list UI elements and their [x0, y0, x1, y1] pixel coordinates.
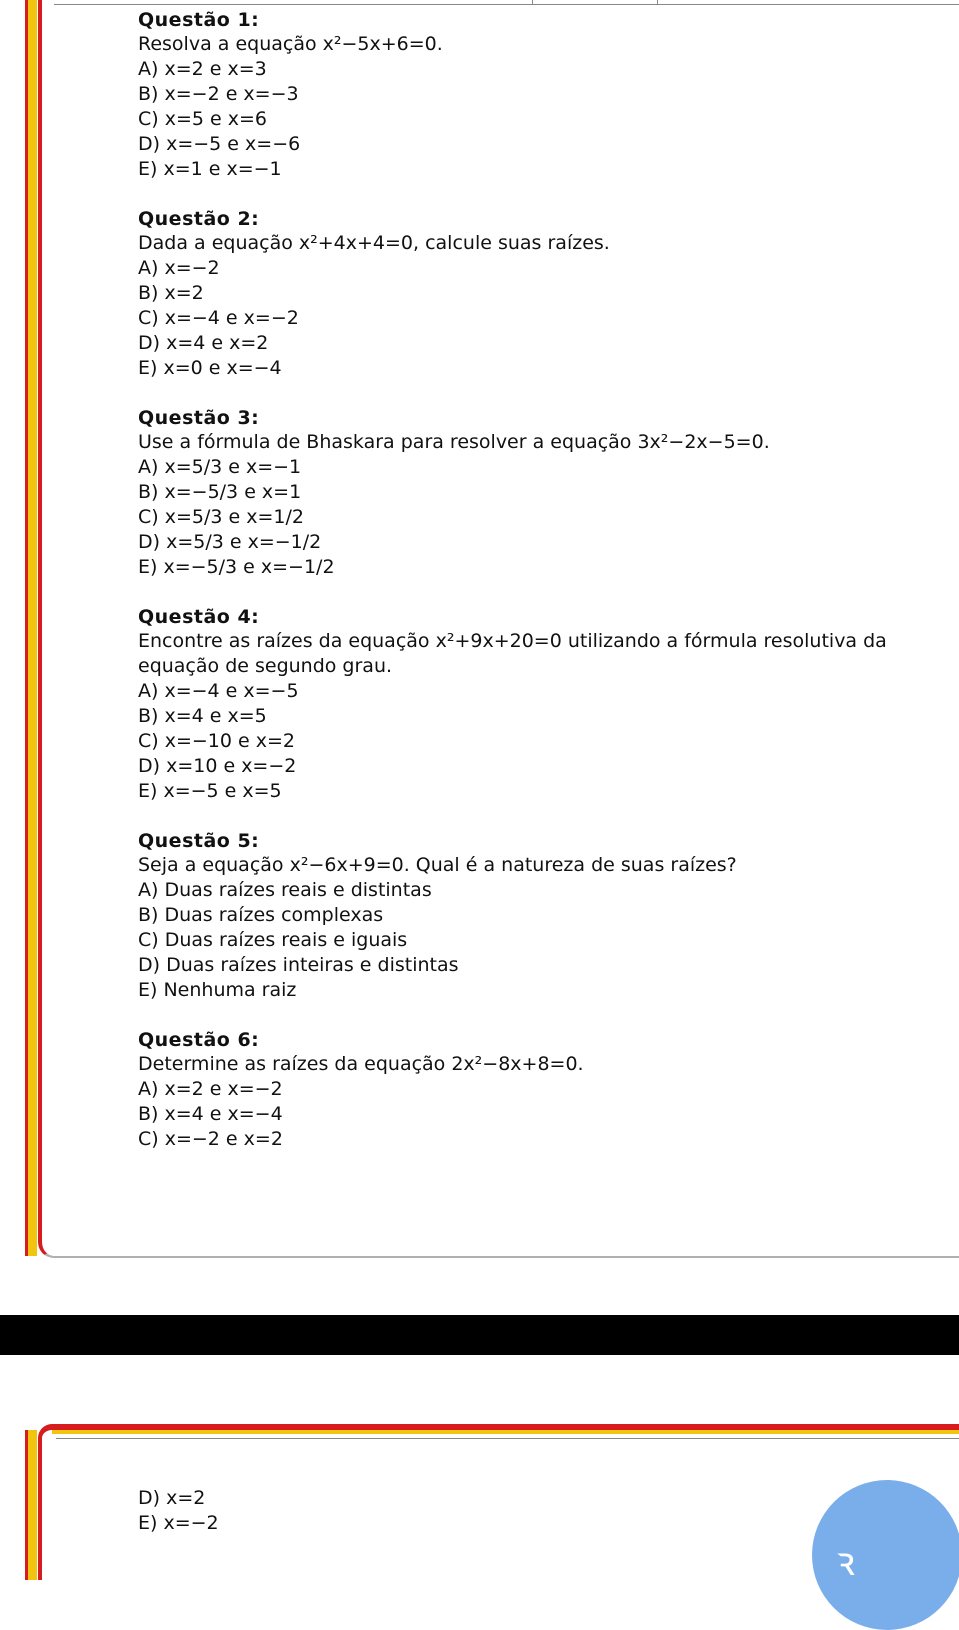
- question-4: [138, 605, 958, 804]
- card-top-border: [54, 0, 959, 5]
- question-text: Encontre as raízes da equação x²+9x+20=0 utilizando a fórmula resolutiva da equação de segundo grau.: [138, 630, 887, 677]
- option-a[interactable]: A) x=−4 e x=−5: [138, 680, 299, 702]
- question-title: Questão 6:: [138, 1029, 260, 1051]
- option-b[interactable]: B) x=−2 e x=−3: [138, 83, 299, 105]
- question-title: Questão 1:: [138, 9, 260, 31]
- question-5: [138, 829, 958, 1003]
- floating-action-button[interactable]: [812, 1480, 959, 1630]
- pencil-scribble-icon: ꝛ: [836, 1539, 855, 1585]
- column-divider: [657, 0, 658, 4]
- questions-list: [138, 8, 958, 1177]
- option-e[interactable]: E) x=1 e x=−1: [138, 158, 282, 180]
- option-b[interactable]: B) x=4 e x=5: [138, 705, 267, 727]
- option-c[interactable]: C) x=−2 e x=2: [138, 1128, 283, 1150]
- question-6: [138, 1028, 958, 1152]
- question-text: Seja a equação x²−6x+9=0. Qual é a natureza de suas raízes?: [138, 854, 737, 876]
- option-b[interactable]: B) Duas raízes complexas: [138, 904, 384, 926]
- card-inner-border: [56, 1438, 959, 1439]
- option-d[interactable]: D) x=2: [138, 1487, 206, 1509]
- option-d[interactable]: D) x=10 e x=−2: [138, 755, 297, 777]
- question-title: Questão 4:: [138, 606, 260, 628]
- option-c[interactable]: C) Duas raízes reais e iguais: [138, 929, 408, 951]
- question-text: Determine as raízes da equação 2x²−8x+8=0.: [138, 1053, 584, 1075]
- option-d[interactable]: D) Duas raízes inteiras e distintas: [138, 954, 459, 976]
- question-title: Questão 2:: [138, 208, 260, 230]
- option-e[interactable]: E) x=−5 e x=5: [138, 780, 282, 802]
- option-e[interactable]: E) x=0 e x=−4: [138, 357, 282, 379]
- question-2: [138, 207, 958, 381]
- option-e[interactable]: E) x=−5/3 e x=−1/2: [138, 556, 335, 578]
- question-1: [138, 8, 958, 182]
- option-a[interactable]: A) x=2 e x=−2: [138, 1078, 283, 1100]
- option-e[interactable]: E) Nenhuma raiz: [138, 979, 297, 1001]
- option-d[interactable]: D) x=5/3 e x=−1/2: [138, 531, 322, 553]
- option-d[interactable]: D) x=−5 e x=−6: [138, 133, 301, 155]
- option-c[interactable]: C) x=−4 e x=−2: [138, 307, 299, 329]
- option-b[interactable]: B) x=2: [138, 282, 204, 304]
- option-a[interactable]: A) Duas raízes reais e distintas: [138, 879, 432, 901]
- card-gold-stripe: [52, 1430, 959, 1434]
- option-a[interactable]: A) x=5/3 e x=−1: [138, 456, 302, 478]
- question-text: Use a fórmula de Bhaskara para resolver a equação 3x²−2x−5=0.: [138, 431, 770, 453]
- option-e[interactable]: E) x=−2: [138, 1512, 219, 1534]
- question-title: Questão 3:: [138, 407, 260, 429]
- question-6-continued: [138, 1486, 219, 1536]
- question-text: Dada a equação x²+4x+4=0, calcule suas raízes.: [138, 232, 610, 254]
- option-a[interactable]: A) x=2 e x=3: [138, 58, 267, 80]
- option-c[interactable]: C) x=−10 e x=2: [138, 730, 296, 752]
- option-d[interactable]: D) x=4 e x=2: [138, 332, 269, 354]
- option-c[interactable]: C) x=5/3 e x=1/2: [138, 506, 304, 528]
- question-title: Questão 5:: [138, 830, 260, 852]
- question-3: [138, 406, 958, 580]
- option-c[interactable]: C) x=5 e x=6: [138, 108, 267, 130]
- column-divider: [532, 0, 533, 4]
- screenshot-separator: [0, 1315, 959, 1355]
- question-text: Resolva a equação x²−5x+6=0.: [138, 33, 443, 55]
- option-b[interactable]: B) x=−5/3 e x=1: [138, 481, 302, 503]
- option-b[interactable]: B) x=4 e x=−4: [138, 1103, 283, 1125]
- option-a[interactable]: A) x=−2: [138, 257, 220, 279]
